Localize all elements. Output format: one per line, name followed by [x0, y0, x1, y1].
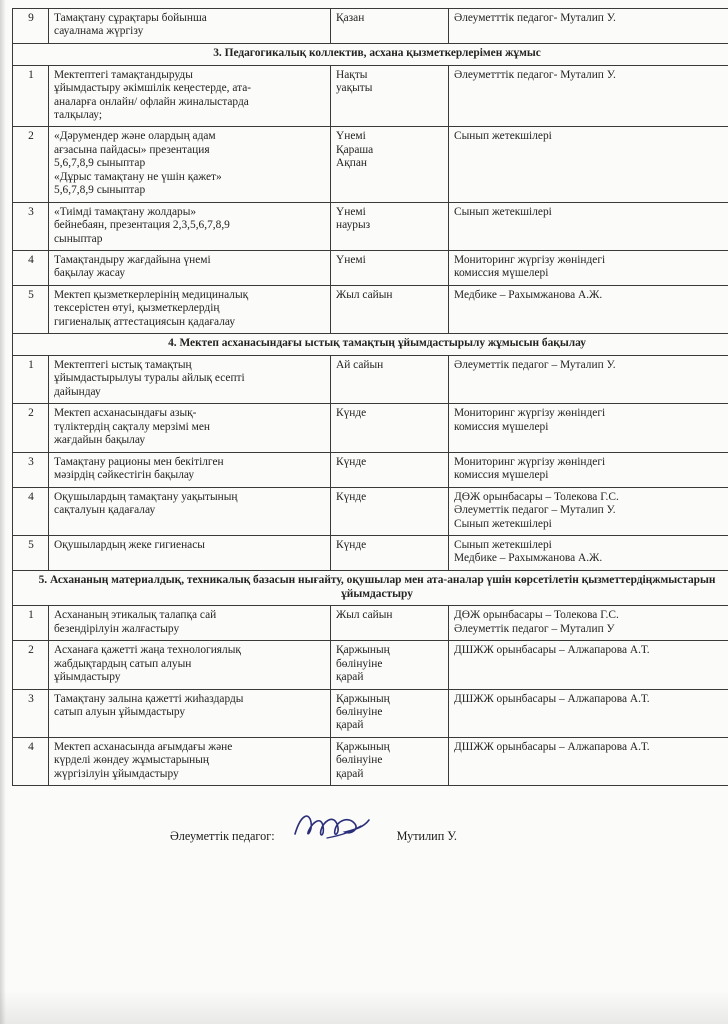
table-row: [13, 285, 728, 333]
time-cell: [331, 606, 449, 641]
activity-cell: [49, 127, 331, 202]
activity-cell: [49, 535, 331, 570]
activity-cell: [49, 689, 331, 737]
responsible-cell: [449, 689, 728, 737]
table-row: [13, 641, 728, 689]
activity-cell-line: дайындау: [54, 385, 101, 398]
activity-cell-line: Тамақтану рационы мен бекітілген: [54, 455, 224, 468]
activity-cell-line: Мектептегі ыстық тамақтың: [54, 358, 192, 371]
activity-cell-line: «Дұрыс тамақтану не үшін қажет»: [54, 170, 222, 183]
signature-block: [12, 814, 710, 844]
row-number: 3: [13, 689, 49, 737]
scan-edge-shadow: [0, 0, 6, 1024]
activity-cell-line: ұйымдастырылуы туралы айлық есепті: [54, 372, 245, 385]
table-row: [13, 355, 728, 403]
time-cell: [331, 127, 449, 202]
time-cell-line: қарай: [336, 671, 364, 684]
responsible-cell-line: Медбике – Рахымжанова А.Ж.: [454, 552, 603, 565]
responsible-cell-line: Әлеуметттік педагог- Муталип У.: [454, 12, 616, 24]
responsible-cell: [449, 9, 728, 44]
time-cell-line: Үнемі: [336, 130, 366, 143]
responsible-cell-line: Сынып жетекшілері: [454, 538, 552, 551]
activity-cell-line: Тамақтану сұрақтары бойынша: [54, 12, 207, 24]
table-row: [13, 606, 728, 641]
activity-cell: [49, 285, 331, 333]
responsible-cell-line: Сынып жетекшілері: [454, 205, 552, 218]
time-cell-line: қарай: [336, 767, 364, 780]
activity-cell-line: Мектеп асханасындағы азық-: [54, 407, 197, 420]
responsible-cell: [449, 606, 728, 641]
table-row: [13, 487, 728, 535]
time-cell-line: Қазан: [336, 12, 365, 24]
section-heading: 3. Педагогикалық коллектив, асхана қызметкерлерімен жұмыс: [13, 43, 728, 65]
work-plan-table: [12, 8, 728, 786]
time-cell: [331, 535, 449, 570]
time-cell-line: уақыты: [336, 82, 373, 95]
time-cell: [331, 452, 449, 487]
activity-cell-line: Оқушылардың тамақтану уақытының: [54, 490, 238, 503]
responsible-cell: [449, 251, 728, 286]
time-cell-line: Қаржының: [336, 692, 390, 705]
signature-mark: [289, 814, 375, 844]
time-cell-line: Жыл сайын: [336, 288, 393, 301]
activity-cell-line: Мектептегі тамақтандыруды: [54, 68, 193, 81]
responsible-cell-line: ДШЖЖ орынбасары – Алжапарова А.Т.: [454, 692, 650, 705]
table-row: [13, 127, 728, 202]
time-cell: [331, 9, 449, 44]
activity-cell-line: «Дәрумендер және олардың адам: [54, 130, 216, 143]
responsible-cell-line: ДШЖЖ орынбасары – Алжапарова А.Т.: [454, 740, 650, 753]
table-section-row: [13, 334, 728, 356]
responsible-cell: [449, 65, 728, 127]
activity-cell-line: 5,6,7,8,9 сыныптар: [54, 184, 146, 197]
responsible-cell: [449, 641, 728, 689]
activity-cell-line: Тамақтану залына қажетті жиһаздарды: [54, 692, 244, 705]
responsible-cell: [449, 285, 728, 333]
responsible-cell-line: Мониторинг жүргізу жөніндегі: [454, 407, 606, 420]
table-section-row: [13, 43, 728, 65]
responsible-cell-line: Мониторинг жүргізу жөніндегі: [454, 455, 606, 468]
time-cell: [331, 251, 449, 286]
activity-cell: [49, 641, 331, 689]
time-cell-line: Күнде: [336, 490, 367, 503]
time-cell-line: Үнемі: [336, 205, 366, 218]
signature-role-label: Әлеуметтік педагог:: [170, 829, 275, 844]
responsible-cell-line: Әлеуметтік педагог – Муталип У.: [454, 504, 616, 517]
responsible-cell: [449, 535, 728, 570]
responsible-cell-line: Мониторинг жүргізу жөніндегі: [454, 254, 606, 267]
activity-cell-line: күрделі жөндеу жұмыстарының: [54, 754, 209, 767]
row-number: 4: [13, 487, 49, 535]
row-number: 3: [13, 202, 49, 250]
responsible-cell-line: комиссия мүшелері: [454, 469, 549, 482]
responsible-cell-line: ДӨЖ орынбасары – Толекова Г.С.: [454, 490, 619, 503]
time-cell-line: бөлінуіне: [336, 754, 383, 767]
time-cell-line: Қараша: [336, 143, 374, 156]
table-row: [13, 452, 728, 487]
activity-cell-line: Асхананың этикалық талапқа сай: [54, 609, 217, 622]
activity-cell-line: сақталуын қадағалау: [54, 504, 156, 517]
activity-cell-line: ағзасына пайдасы» презентация: [54, 143, 210, 156]
activity-cell-line: бейнебаян, презентация 2,3,5,6,7,8,9: [54, 219, 230, 232]
row-number: 4: [13, 251, 49, 286]
responsible-cell-line: Әлеуметттік педагог- Муталип У.: [454, 68, 616, 81]
table-row: [13, 202, 728, 250]
responsible-cell: [449, 127, 728, 202]
activity-cell-line: сатып алуын ұйымдастыру: [54, 705, 186, 718]
time-cell-line: наурыз: [336, 219, 371, 232]
time-cell: [331, 285, 449, 333]
activity-cell-line: гигиеналық аттестациясын қадағалау: [54, 315, 236, 328]
row-number: 2: [13, 641, 49, 689]
activity-cell-line: жағдайын бақылау: [54, 434, 146, 447]
scan-bottom-shadow: [0, 990, 728, 1024]
time-cell-line: Күнде: [336, 407, 367, 420]
row-number: 5: [13, 285, 49, 333]
activity-cell-line: Асханаға қажетті жаңа технологиялық: [54, 644, 241, 657]
activity-cell-line: жабдықтардың сатып алуын: [54, 657, 192, 670]
table-row: [13, 535, 728, 570]
time-cell-line: Қаржының: [336, 644, 390, 657]
time-cell: [331, 404, 449, 452]
table-row: [13, 737, 728, 785]
responsible-cell: [449, 452, 728, 487]
responsible-cell: [449, 737, 728, 785]
row-number: 3: [13, 452, 49, 487]
row-number: 1: [13, 606, 49, 641]
responsible-cell-line: Сынып жетекшілері: [454, 130, 552, 143]
section-heading: 5. Асхананың материалдық, техникалық базасын нығайту, оқушылар мен ата-аналар үшін көрсетілетін қызметтердіңжмыстарын ұйымдастыру: [13, 570, 728, 605]
time-cell-line: бөлінуіне: [336, 705, 383, 718]
activity-cell-line: сауалнама жүргізу: [54, 25, 144, 38]
activity-cell-line: түліктердің сақталу мерзімі мен: [54, 420, 211, 433]
activity-cell: [49, 404, 331, 452]
activity-cell-line: ұйымдастыру әкімшілік кеңестерде, ата-: [54, 82, 252, 95]
time-cell-line: Қаржының: [336, 740, 390, 753]
responsible-cell-line: комиссия мүшелері: [454, 420, 549, 433]
activity-cell-line: аналарға онлайн/ офлайн жиналыстарда: [54, 95, 249, 108]
responsible-cell-line: Әлеуметтік педагог – Муталип У.: [454, 358, 616, 371]
activity-cell: [49, 606, 331, 641]
table-section-row: [13, 570, 728, 605]
activity-cell-line: мәзірдің сәйкестігін бақылау: [54, 469, 195, 482]
responsible-cell-line: Медбике – Рахымжанова А.Ж.: [454, 288, 603, 301]
activity-cell-line: Мектеп қызметкерлерінің медициналық: [54, 288, 249, 301]
row-number: 2: [13, 404, 49, 452]
responsible-cell-line: Әлеуметтік педагог – Муталип У: [454, 622, 615, 635]
table-row: [13, 65, 728, 127]
activity-cell-line: бақылау жасау: [54, 267, 126, 280]
activity-cell: [49, 9, 331, 44]
signature-name: Мутилип У.: [396, 829, 457, 844]
time-cell: [331, 487, 449, 535]
row-number: 5: [13, 535, 49, 570]
table-row: [13, 689, 728, 737]
time-cell: [331, 689, 449, 737]
time-cell: [331, 355, 449, 403]
activity-cell-line: Мектеп асханасында ағымдағы және: [54, 740, 233, 753]
time-cell: [331, 737, 449, 785]
activity-cell-line: 5,6,7,8,9 сыныптар: [54, 157, 146, 170]
time-cell: [331, 641, 449, 689]
activity-cell: [49, 737, 331, 785]
activity-cell: [49, 487, 331, 535]
responsible-cell: [449, 404, 728, 452]
section-heading: 4. Мектеп асханасындағы ыстық тамақтың ұйымдастырылу жұмысын бақылау: [13, 334, 728, 356]
activity-cell-line: тексерістен өтуі, қызметкерлердің: [54, 302, 220, 315]
time-cell-line: бөлінуіне: [336, 657, 383, 670]
time-cell-line: қарай: [336, 719, 364, 732]
time-cell: [331, 65, 449, 127]
responsible-cell-line: Сынып жетекшілері: [454, 517, 552, 530]
responsible-cell: [449, 202, 728, 250]
activity-cell-line: сыныптар: [54, 232, 103, 245]
responsible-cell-line: комиссия мүшелері: [454, 267, 549, 280]
responsible-cell-line: ДШЖЖ орынбасары – Алжапарова А.Т.: [454, 644, 650, 657]
table-row: [13, 251, 728, 286]
table-row: [13, 404, 728, 452]
activity-cell-line: ұйымдастыру: [54, 671, 121, 684]
row-number: 1: [13, 65, 49, 127]
time-cell-line: Нақты: [336, 68, 368, 81]
row-number: 1: [13, 355, 49, 403]
time-cell-line: Үнемі: [336, 254, 366, 267]
activity-cell-line: безендірілуін жалғастыру: [54, 622, 180, 635]
responsible-cell: [449, 487, 728, 535]
responsible-cell: [449, 355, 728, 403]
activity-cell-line: «Тиімді тамақтану жолдары»: [54, 205, 197, 218]
row-number: 2: [13, 127, 49, 202]
row-number: 9: [13, 9, 49, 44]
activity-cell: [49, 65, 331, 127]
row-number: 4: [13, 737, 49, 785]
responsible-cell-line: ДӨЖ орынбасары – Толекова Г.С.: [454, 609, 619, 622]
time-cell-line: Жыл сайын: [336, 609, 393, 622]
time-cell-line: Күнде: [336, 538, 367, 551]
time-cell-line: Ақпан: [336, 157, 368, 170]
activity-cell: [49, 355, 331, 403]
activity-cell: [49, 452, 331, 487]
activity-cell: [49, 251, 331, 286]
activity-cell-line: талқылау;: [54, 108, 103, 121]
time-cell-line: Ай сайын: [336, 358, 384, 371]
time-cell: [331, 202, 449, 250]
table-body: [13, 9, 728, 786]
activity-cell-line: Оқушылардың жеке гигиенасы: [54, 538, 205, 551]
activity-cell-line: Тамақтандыру жағдайына үнемі: [54, 254, 211, 267]
activity-cell: [49, 202, 331, 250]
table-row: [13, 9, 728, 44]
activity-cell-line: жүргізілуін ұйымдастыру: [54, 767, 179, 780]
time-cell-line: Күнде: [336, 455, 367, 468]
